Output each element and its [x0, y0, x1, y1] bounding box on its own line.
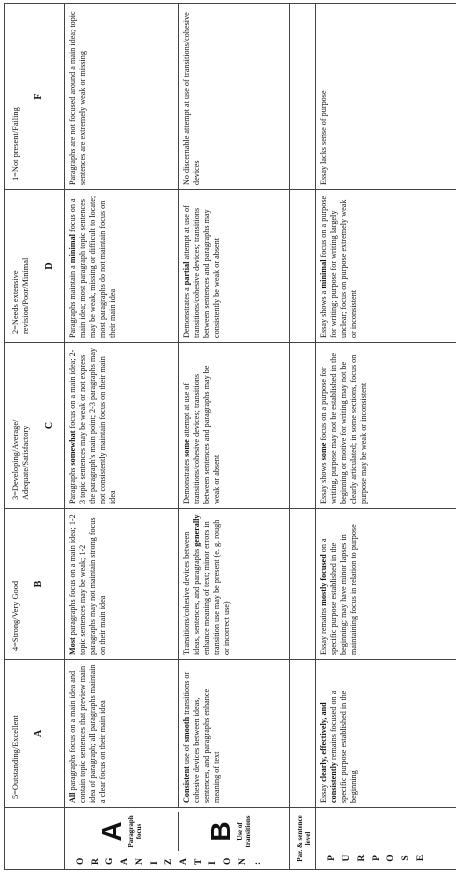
cell-purpose-d: Essay shows a minimal focus on a purpose for writing; purpose for writing largely unclear; focus on purpose extremely weak or inconsistent	[316, 190, 456, 343]
par-sentence-level-label: Par. & sentence level	[296, 815, 312, 862]
score-label: 3=Developing/Average/ Adequate/Satisfactory	[11, 419, 31, 500]
rubric-table	[4, 3, 456, 870]
cell-transitions-b: Transitions/cohesive devices between ideas, sentences, and paragraphs generally enhance meaning of text; minor errors in transition use may be present (e. g. rough or incorrect use)	[178, 509, 289, 660]
cell-paragraph-c: Paragraphs somewhat focus on a main idea; 2-3 topic sentences may be weak or not express the paragraph's main point; 2-3 paragraphs may not consistently maintain focus on their main idea	[65, 343, 179, 509]
header-corner	[5, 808, 65, 870]
gap-cell	[290, 343, 316, 509]
score-label: 1=Not present/Failing	[11, 107, 20, 181]
purpose-category-cell	[316, 808, 456, 870]
header-col-f	[5, 4, 65, 190]
cell-transitions-f: No discernable attempt at use of transitions/cohesive devices	[178, 4, 289, 190]
transitions-row	[178, 4, 289, 870]
grade-letter: F	[33, 93, 45, 100]
cell-purpose-f: Essay lacks sense of purpose	[316, 4, 456, 190]
cell-purpose-a: Essay clearly, effectively, and consistently remains focused on a specific purpose established in the beginning	[316, 660, 456, 808]
gap-cell	[290, 4, 316, 190]
grade-letter: D	[43, 262, 55, 270]
par-sentence-level-row	[290, 4, 316, 870]
cell-transitions-d: Demonstrates a partial attempt at use of transitions/cohesive devices; transitions between sentences and paragraphs may consistently be weak or absent	[178, 190, 289, 343]
gap-cell	[290, 660, 316, 808]
cell-paragraph-f: Paragraphs are not focused around a main idea; topic sentences are extremely weak or missing	[65, 4, 179, 190]
cell-purpose-c: Essay shows some focus on a purpose for writing, purpose may not be established in the beginning or motive for writing may not be clearly articulated; in some sections, focus on purpose may be weak or inconsistent	[316, 343, 456, 509]
category-big-letter: B	[205, 821, 236, 842]
cell-transitions-a: Consistent use of smooth transitions or cohesive devices between ideas, sentences, and paragraphs enhance meaning of text	[178, 660, 289, 808]
header-col-c	[5, 343, 65, 509]
gap-cell	[290, 190, 316, 343]
score-label: 2=Needs extensive revision/Poor/Minimal	[11, 257, 31, 334]
organization-category-cell	[65, 808, 290, 870]
cell-paragraph-a: All paragraphs focus on a main idea and contain topic sentences that preview main idea of paragraph; all paragraphs maintain a clear focus on their main idea	[65, 660, 179, 808]
grade-letter: B	[33, 580, 45, 588]
header-col-d	[5, 190, 65, 343]
cell-purpose-b: Essay remains mostly focused on a specific purpose established in the beginning; may have minor lapses in maintaining focus in relation to purpose	[316, 509, 456, 660]
score-label: 5=Outstanding/Excellent	[11, 715, 20, 799]
header-row	[5, 4, 65, 870]
header-col-b	[5, 509, 65, 660]
purpose-vertical-label: P U R P O S E	[327, 854, 426, 862]
organization-vertical-label: O R G A N I Z A T I O N :	[76, 857, 263, 865]
category-sublabel: Paragraph focus	[127, 815, 143, 848]
grade-letter: C	[43, 421, 55, 430]
gap-cell	[290, 509, 316, 660]
cell-transitions-c: Demonstrates some attempt at use of transitions/cohesive devices; transitions between sentences and paragraphs may be weak or absent	[178, 343, 289, 509]
header-col-a	[5, 660, 65, 808]
transitions-label	[178, 812, 286, 851]
paragraph-focus-row	[65, 4, 179, 870]
grade-letter: A	[33, 729, 45, 738]
cell-paragraph-b: Most paragraphs focus on a main idea; 1-2 topic sentences may be weak; 1-2 paragraphs may not maintain strong focus on their main idea	[65, 509, 179, 660]
purpose-row	[316, 4, 456, 870]
cell-paragraph-d: Paragraphs maintain a minimal focus on a main idea; most paragraph topic sentences may be weak, missing or difficult to locate; most paragraphs do not maintain focus on their main idea	[65, 190, 179, 343]
par-sentence-level-cell	[290, 808, 316, 870]
paragraph-focus-label	[68, 812, 178, 851]
category-big-letter: A	[96, 821, 127, 842]
score-label: 4=Strong/Very Good	[11, 580, 20, 651]
category-sublabel: Use of transitions	[236, 815, 252, 848]
